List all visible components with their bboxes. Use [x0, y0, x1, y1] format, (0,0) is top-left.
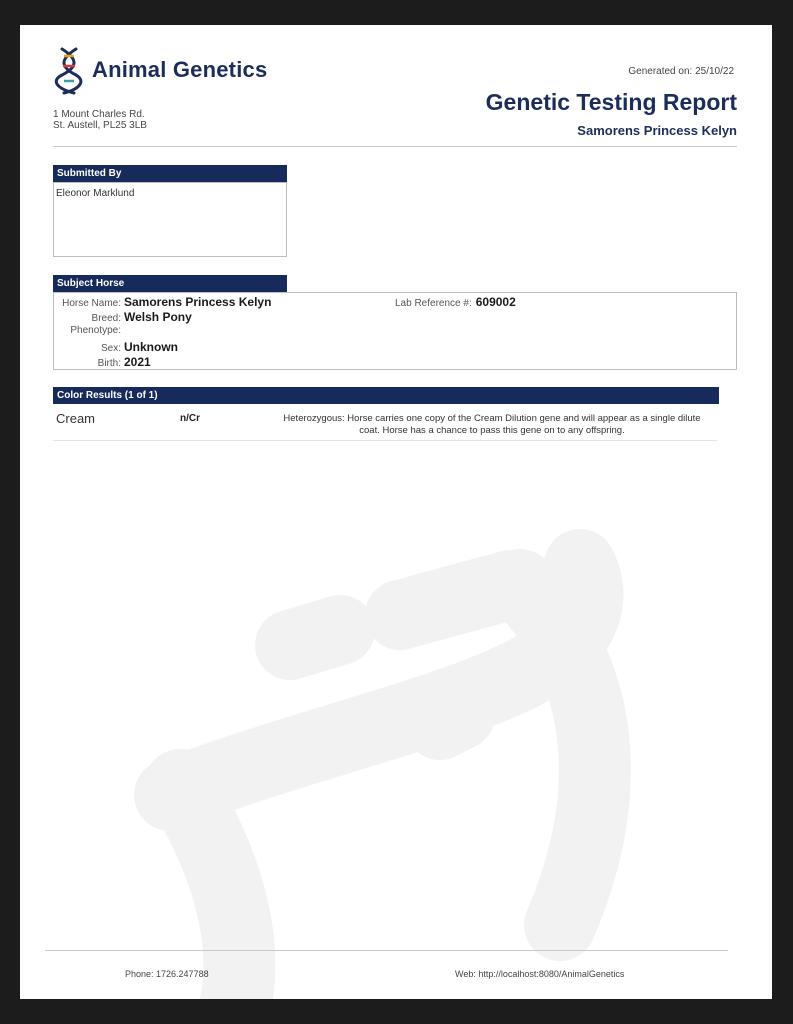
result-description: Heterozygous: Horse carries one copy of the Cream Dilution gene and will appear as a single dilute coat. Horse has a chance to pass this gene on to any offspring.: [283, 413, 701, 436]
submitter-name: Eleonor Marklund: [56, 188, 135, 199]
footer-web[interactable]: Web: http://localhost:8080/AnimalGenetics: [455, 969, 625, 979]
footer-divider: [45, 950, 728, 951]
lab-reference: [395, 295, 516, 309]
company-address: [53, 109, 147, 131]
report-page: [20, 25, 772, 999]
company-name: Animal Genetics: [92, 57, 268, 82]
field-label: Horse Name:: [62, 298, 121, 309]
field-label: Breed:: [91, 313, 121, 324]
header-divider: [53, 146, 737, 147]
field-value: Unknown: [124, 340, 178, 354]
result-row-divider: [53, 440, 717, 441]
footer-phone: Phone: 1726.247788: [125, 969, 209, 979]
report-horse-name: Samorens Princess Kelyn: [577, 123, 737, 138]
result-gene: Cream: [56, 411, 96, 426]
address-line-1: 1 Mount Charles Rd.: [53, 109, 145, 120]
field-horse-name: [53, 295, 271, 309]
color-results-header: Color Results (1 of 1): [53, 387, 719, 404]
field-label: Birth:: [97, 358, 121, 369]
subject-horse-header: Subject Horse: [53, 275, 287, 292]
field-birth: [53, 355, 151, 369]
address-line-2: St. Austell, PL25 3LB: [53, 120, 147, 131]
dna-helix-icon: [54, 45, 84, 95]
field-value: 2021: [124, 355, 151, 369]
field-phenotype: [53, 325, 124, 336]
lab-reference-label: Lab Reference #:: [395, 298, 472, 309]
field-value: Samorens Princess Kelyn: [124, 295, 272, 309]
company-logo: [54, 45, 267, 95]
report-title: Genetic Testing Report: [485, 89, 737, 115]
field-value: Welsh Pony: [124, 310, 192, 324]
lab-reference-value: 609002: [475, 295, 516, 309]
generated-date: Generated on: 25/10/22: [628, 66, 734, 77]
field-label: Phenotype:: [70, 325, 121, 336]
submitted-by-header: Submitted By: [53, 165, 287, 182]
field-sex: [53, 340, 178, 354]
field-label: Sex:: [100, 343, 121, 354]
result-genotype: n/Cr: [180, 413, 200, 424]
field-breed: [53, 310, 192, 324]
